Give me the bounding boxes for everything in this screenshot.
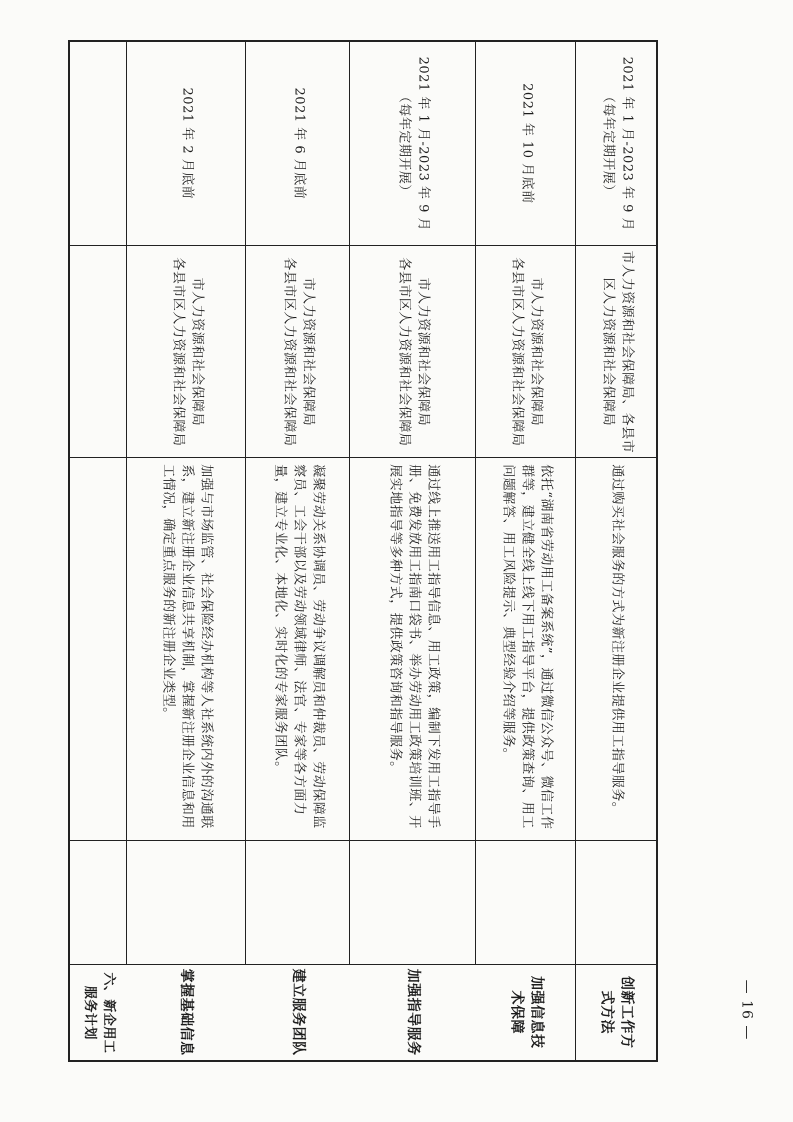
task-label: 掌握基础信息 [178, 968, 195, 1056]
deadline-text: 2021 年 10 月底前 [518, 83, 534, 204]
content-cell [350, 458, 475, 840]
deadline-text: 2021 年 2 月底前 [179, 87, 195, 200]
department-cell [576, 246, 656, 457]
content-text: 加强与市场监管、社会保险经办机构等人社系统内外的沟通联系，建立新注册企业信息共享机制，掌握新注册企业信息和用工情况，确定重点服务的新注册企业类型。 [160, 464, 214, 829]
task-label: 创新工作方式方法 [598, 976, 635, 1049]
content-text: 通过购买社会服务的方式为新注册企业提供用工指导服务。 [609, 464, 625, 816]
content-cell [576, 458, 656, 840]
content-cell [127, 458, 245, 840]
content-text: 依托“湖南省劳动用工备案系统”，通过微信公众号、微信工作群等，建立健全线上线下用工指导平台，提供政策查询、用工问题解答、用工风险提示、典型经验介绍等服务。 [500, 464, 553, 830]
department-text: 市人力资源和社会保障局 各县市区人力资源和社会保障局 [509, 256, 544, 446]
department-cell [127, 246, 245, 457]
section-cell [70, 965, 126, 1060]
department-text: 市人力资源和社会保障局 各县市区人力资源和社会保障局 [396, 256, 431, 446]
section-label: 六、新企用工服务计划 [82, 971, 116, 1053]
page-number-text: — 16 — [738, 979, 754, 1041]
task-label: 加强指导服务 [404, 968, 421, 1056]
department-cell [476, 246, 575, 457]
deadline-text: 2021 年 1 月-2023 年 9 月 （每年定期开展） [600, 56, 634, 231]
department-text: 市人力资源和社会保障局 各县市区人力资源和社会保障局 [281, 256, 316, 446]
department-cell [350, 246, 475, 457]
department-text: 市人力资源和社会保障局、各县市区人力资源和社会保障局 [600, 250, 634, 453]
department-cell [246, 246, 349, 457]
deadline-cell [350, 42, 475, 245]
deadline-cell [246, 42, 349, 245]
task-cell [576, 965, 656, 1060]
deadline-cell [476, 42, 575, 245]
deadline-cell [127, 42, 245, 245]
task-cell [246, 965, 349, 1060]
task-cell [127, 965, 245, 1060]
rule-content [70, 840, 656, 841]
content-cell [246, 458, 349, 840]
deadline-cell [576, 42, 656, 245]
content-cell [476, 458, 575, 840]
deadline-text: 2021 年 1 月-2023 年 9 月 （每年定期开展） [396, 56, 431, 231]
deadline-text: 2021 年 6 月底前 [290, 87, 306, 200]
page-number [716, 979, 776, 1041]
task-label: 加强信息技术保障 [507, 976, 544, 1049]
task-cell [350, 965, 475, 1060]
department-text: 市人力资源和社会保障局 各县市区人力资源和社会保障局 [170, 256, 204, 446]
task-label: 建立服务团队 [289, 968, 306, 1056]
task-cell [476, 965, 575, 1060]
content-text: 通过线上推送用工指导信息、用工政策，编制下发用工指导手册、免费发放用工指南口袋书、举办劳动用工政策培训班、开展实地指导等多种方式，提供政策咨询和指导服务。 [387, 464, 440, 829]
plan-table [68, 40, 658, 1062]
content-text: 凝聚劳动关系协调员、劳动争议调解员和仲裁员、劳动保障监察员、工会干部以及劳动领域律师、法官、专家等各方面力量，建立专业化、本地化、实时化的专家服务团队。 [272, 464, 325, 829]
